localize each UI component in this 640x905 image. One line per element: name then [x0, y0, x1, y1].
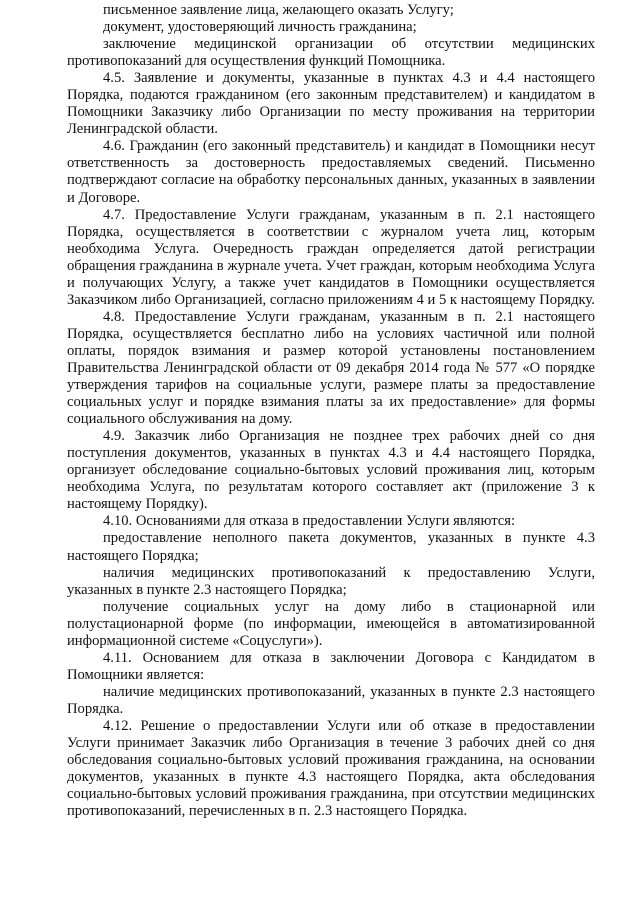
clause-4-10: 4.10. Основаниями для отказа в предоставлении Услуги являются:: [103, 513, 516, 530]
refusal-ground-receiving-social-services: получение социальных услуг на дому либо в стационарной или полустационарной форме (по информации, имеющейся в автоматизированной информационной системе «Соцуслуги»).: [67, 598, 595, 649]
list-item-identity-document: документ, удостоверяющий личность гражданина;: [103, 19, 417, 36]
list-item-medical-conclusion: заключение медицинской организации об отсутствии медицинских противопоказаний для осуществления функций Помощника.: [67, 36, 595, 70]
contract-refusal-ground-medical: наличие медицинских противопоказаний, указанных в пункте 2.3 настоящего Порядка.: [67, 683, 595, 717]
list-item-written-application: письменное заявление лица, желающего оказать Услугу;: [103, 2, 454, 18]
clause-4-11: 4.11. Основанием для отказа в заключении Договора с Кандидатом в Помощники является:: [67, 649, 595, 683]
clause-4-7: 4.7. Предоставление Услуги гражданам, указанным в п. 2.1 настоящего Порядка, осуществляется в соответствии с журналом учета лиц, которым необходима Услуга. Очередность граждан определяется датой регистрации обращения гражданина в журнале учета. Учет граждан, которым необходима Услуга и получающих Услугу, а также учет кандидатов в Помощники осуществляется Заказчиком либо Организацией, согласно приложениям 4 и 5 к настоящему Порядку.: [67, 206, 595, 308]
clause-4-9: 4.9. Заказчик либо Организация не позднее трех рабочих дней со дня поступления документов, указанных в пунктах 4.3 и 4.4 настоящего Порядка, организует обследование социально-бытовых условий проживания лиц, которым необходима Услуга, по результатам которого составляет акт (приложение 3 к настоящему Порядку).: [67, 428, 595, 513]
clause-4-8: 4.8. Предоставление Услуги гражданам, указанным в п. 2.1 настоящего Порядка, осуществляется бесплатно либо на условиях частичной или полной оплаты, порядок взимания и размер которой установлены постановлением Правительства Ленинградской области от 09 декабря 2014 года № 577 «О порядке утверждения тарифов на социальные услуги, размере платы за предоставление социальных услуг и порядке взимания платы за их предоставление» для формы социального обслуживания на дому.: [67, 308, 595, 428]
refusal-ground-incomplete-documents: предоставление неполного пакета документов, указанных в пункте 4.3 настоящего Порядка;: [67, 530, 595, 564]
document-page: [67, 2, 595, 820]
refusal-ground-medical-contraindications: наличия медицинских противопоказаний к предоставлению Услуги, указанных в пункте 2.3 настоящего Порядка;: [67, 564, 595, 598]
clause-4-12: 4.12. Решение о предоставлении Услуги или об отказе в предоставлении Услуги принимает Заказчик либо Организация в течение 3 рабочих дней со дня обследования социально-бытовых условий проживания гражданина, на основании документов, указанных в пункте 4.3 настоящего Порядка, акта обследования социально-бытовых условий проживания гражданина, при отсутствии медицинских противопоказаний, перечисленных в п. 2.3 настоящего Порядка.: [67, 717, 595, 820]
clause-4-6: 4.6. Гражданин (его законный представитель) и кандидат в Помощники несут ответственность за достоверность предоставляемых сведений. Письменно подтверждают согласие на обработку персональных данных, указанных в заявлении и Договоре.: [67, 138, 595, 206]
clause-4-5: 4.5. Заявление и документы, указанные в пунктах 4.3 и 4.4 настоящего Порядка, подаются гражданином (его законным представителем) и кандидатом в Помощники Заказчику либо Организации по месту проживания на территории Ленинградской области.: [67, 70, 595, 138]
